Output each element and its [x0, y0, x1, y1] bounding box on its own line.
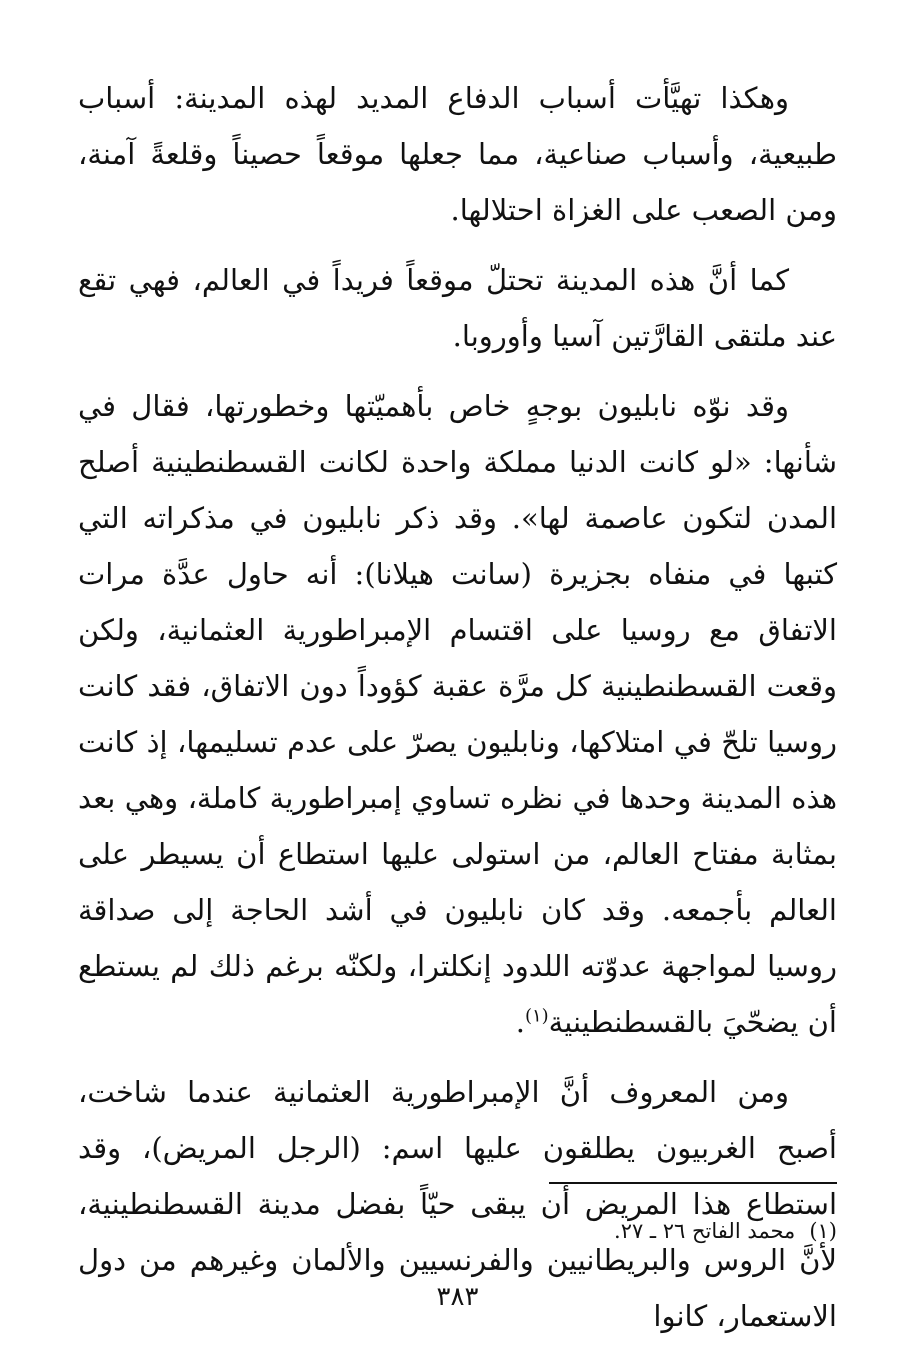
paragraph-3 — [78, 378, 837, 1050]
paragraph-4-text: ومن المعروف أنَّ الإمبراطورية العثمانية عندما شاخت، أصبح الغربيون يطلقون عليها اسم: (الرجل المريض)، وقد استطاع هذا المريض أن يبقى حيّاً بفضل مدينة القسطنطينية، لأنَّ الروس والبريطانيين والفرنسيين والألمان وغيرهم من دول الاستعمار، كانوا — [78, 1075, 837, 1333]
paragraph-2 — [78, 252, 837, 364]
footnote-text: محمد الفاتح ٢٦ ـ ٢٧. — [614, 1219, 796, 1243]
footnote-number: (١) — [809, 1219, 837, 1243]
paragraph-1-text: وهكذا تهيَّأت أسباب الدفاع المديد لهذه المدينة: أسباب طبيعية، وأسباب صناعية، مما جعلها موقعاً حصيناً وقلعةً آمنة، ومن الصعب على الغزاة احتلالها. — [78, 81, 837, 227]
page-number: ٣٨٣ — [436, 1282, 479, 1312]
paragraph-2-text: كما أنَّ هذه المدينة تحتلّ موقعاً فريداً في العالم، فهي تقع عند ملتقى القارَّتين آسيا وأوروبا. — [78, 263, 837, 353]
footnote — [78, 1215, 837, 1247]
paragraph-3-tail: . — [515, 1005, 525, 1039]
paragraph-3-text: وقد نوّه نابليون بوجهٍ خاص بأهميّتها وخطورتها، فقال في شأنها: «لو كانت الدنيا مملكة واحدة لكانت القسطنطينية أصلح المدن لتكون عاصمة لها». وقد ذكر نابليون في مذكراته التي كتبها في منفاه بجزيرة (سانت هيلانا): أنه حاول عدَّة مرات الاتفاق مع روسيا على اقتسام الإمبراطورية العثمانية، ولكن وقعت القسطنطينية كل مرَّة عقبة كؤوداً دون الاتفاق، فقد كانت روسيا تلحّ في امتلاكها، ونابليون يصرّ على عدم تسليمها، إذ كانت هذه المدينة وحدها في نظره تساوي إمبراطورية كاملة، وهي بعد بمثابة مفتاح العالم، من استولى عليها استطاع أن يسيطر على العالم بأجمعه. وقد كان نابليون في أشد الحاجة إلى صداقة روسيا لمواجهة عدوّته اللدود إنكلترا، ولكنّه برغم ذلك لم يستطع أن يضحّيَ بالقسطنطينية — [78, 389, 837, 1039]
paragraph-1 — [78, 70, 837, 238]
footnote-divider — [549, 1182, 837, 1184]
footnote-reference[interactable]: (١) — [524, 1005, 549, 1027]
